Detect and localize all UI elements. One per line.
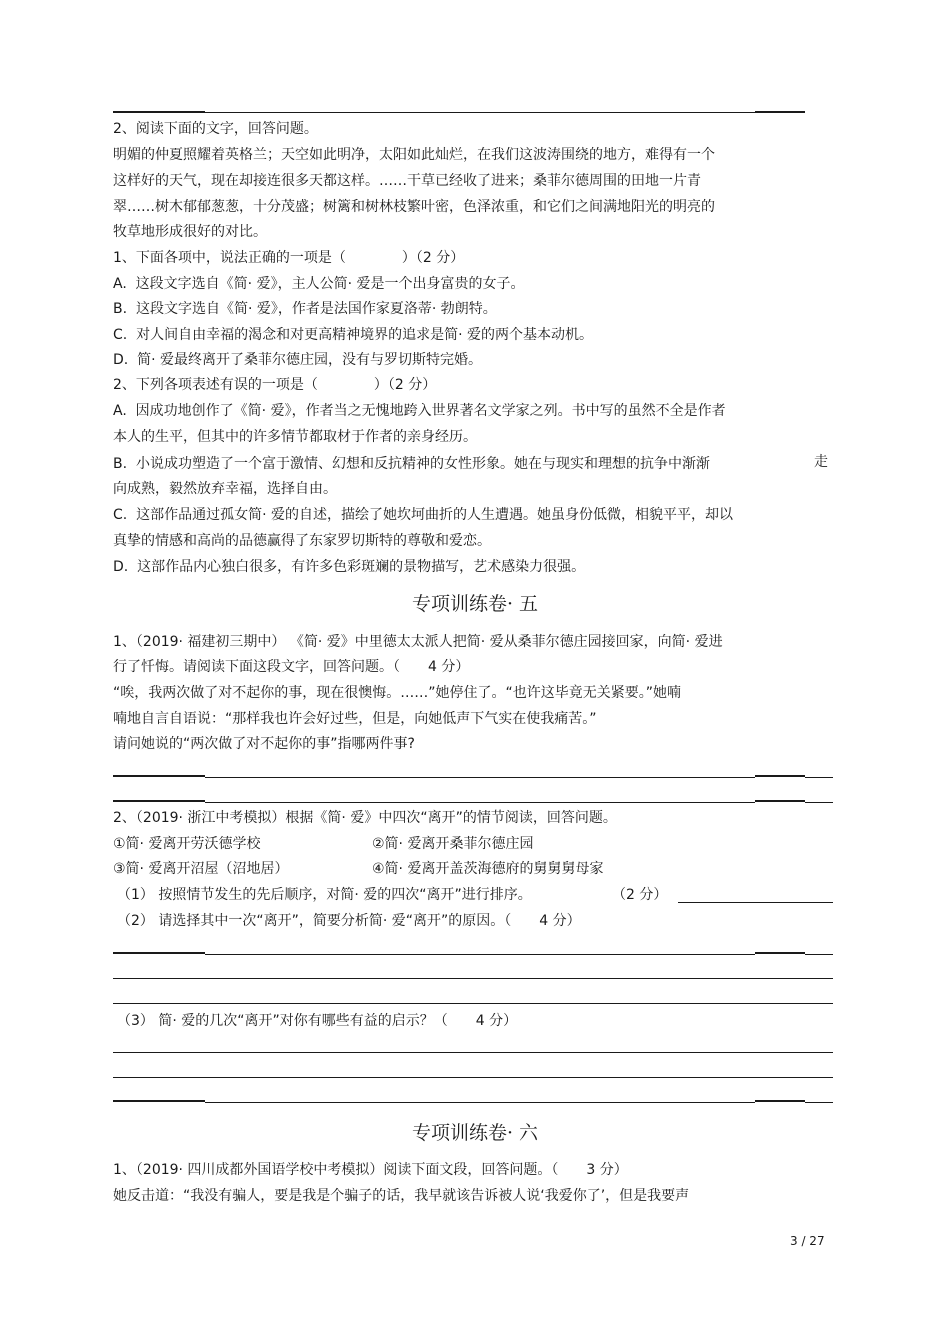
answer-line: [113, 1003, 833, 1004]
inline-answer-line: [678, 902, 833, 903]
sub-question-2: 2、下列各项表述有误的一项是（ ）（2 分）: [113, 377, 437, 393]
option-b-trailing: 走: [814, 454, 828, 470]
answer-line-tail: [805, 777, 833, 778]
answer-line-left: [113, 800, 205, 802]
question-intro: 2、阅读下面的文字，回答问题。: [113, 121, 318, 137]
option-a: A. 这段文字选自《简· 爱》，主人公简· 爱是一个出身富贵的女子。: [113, 276, 525, 292]
answer-line-right: [755, 952, 805, 954]
answer-line-left: [113, 775, 205, 777]
sub-question-2: （2） 请选择其中一次“离开”，简要分析简· 爱“离开”的原因。（ 4 分）: [117, 913, 581, 929]
sub-question-1: （1） 按照情节发生的先后顺序，对简· 爱的四次“离开”进行排序。: [117, 887, 532, 903]
top-rule-left: [113, 111, 205, 113]
sub-question-3: （3） 简· 爱的几次“离开”对你有哪些有益的启示？（ 4 分）: [117, 1013, 518, 1029]
answer-line-tail: [805, 1102, 833, 1103]
question-line: 1、（2019· 四川成都外国语学校中考模拟）阅读下面文段，回答问题。（ 3 分）: [113, 1162, 628, 1178]
answer-line: [113, 978, 833, 979]
passage-line: 这样好的天气，现在却接连很多天都这样。……干草已经收了进来；桑菲尔德周围的田地一片青: [113, 173, 701, 189]
option-c: C. 这部作品通过孤女简· 爱的自述，描绘了她坎坷曲折的人生遭遇。她虽身份低微，相貌平平，却以: [113, 507, 734, 523]
passage-line: 明媚的仲夏照耀着英格兰；天空如此明净，太阳如此灿烂，在我们这波涛围绕的地方，难得有一个: [113, 147, 715, 163]
list-item: ②简· 爱离开桑菲尔德庄园: [372, 836, 534, 852]
answer-line-tail: [805, 802, 833, 803]
option-d: D. 简· 爱最终离开了桑菲尔德庄园，没有与罗切斯特完婚。: [113, 352, 483, 368]
answer-line: [113, 1077, 833, 1078]
option-b: B. 小说成功塑造了一个富于激情、幻想和反抗精神的女性形象。她在与现实和理想的抗争中渐渐: [113, 456, 710, 472]
list-item: ④简· 爱离开盖茨海德府的舅舅舅母家: [372, 861, 604, 877]
option-a: A. 因成功地创作了《简· 爱》，作者当之无愧地跨入世界著名文学家之列。书中写的虽然不全是作者: [113, 403, 726, 419]
option-b: B. 这段文字选自《简· 爱》，作者是法国作家夏洛蒂· 勃朗特。: [113, 301, 497, 317]
option-d: D. 这部作品内心独白很多，有许多色彩斑斓的景物描写，艺术感染力很强。: [113, 559, 586, 575]
section-heading: 专项训练卷· 五: [411, 593, 539, 615]
list-item: ①简· 爱离开劳沃德学校: [113, 836, 261, 852]
question-intro: 2、（2019· 浙江中考模拟）根据《简· 爱》中四次“离开”的情节阅读，回答问题。: [113, 810, 617, 826]
answer-line-tail: [805, 954, 833, 955]
option-c: C. 对人间自由幸福的渴念和对更高精神境界的追求是简· 爱的两个基本动机。: [113, 327, 594, 343]
question-line: 1、（2019· 福建初三期中） 《简· 爱》中里德太太派人把简· 爱从桑菲尔德庄园接回家，向简· 爱进: [113, 634, 723, 650]
answer-line-left: [113, 1100, 205, 1102]
passage-line: 她反击道：“我没有骗人，要是我是个骗子的话，我早就该告诉被人说‘我爱你了’，但是我要声: [113, 1188, 690, 1204]
section-heading: 专项训练卷· 六: [411, 1122, 539, 1144]
answer-line: [205, 777, 755, 778]
answer-line-left: [113, 952, 205, 954]
answer-line-right: [755, 775, 805, 777]
option-a-cont: 本人的生平，但其中的许多情节都取材于作者的亲身经历。: [113, 429, 477, 445]
option-b-cont: 向成熟，毅然放弃幸福，选择自由。: [113, 481, 337, 497]
list-item: ③简· 爱离开沼屋（沼地居）: [113, 861, 289, 877]
answer-line: [205, 954, 755, 955]
answer-line-right: [755, 1100, 805, 1102]
answer-line: [205, 802, 755, 803]
quote-line: 喃地自言自语说：“那样我也许会好过些，但是，向她低声下气实在使我痛苦。”: [113, 711, 597, 727]
page-number: 3 / 27: [790, 1234, 825, 1248]
top-rule: [205, 112, 755, 113]
answer-line: [113, 1052, 833, 1053]
answer-line-right: [755, 800, 805, 802]
sub-question-1: 1、下面各项中，说法正确的一项是（ ）（2 分）: [113, 250, 465, 266]
passage-line: 牧草地形成很好的对比。: [113, 224, 267, 240]
question-prompt: 请问她说的“两次做了对不起你的事”指哪两件事?: [113, 736, 415, 752]
option-c-cont: 真挚的情感和高尚的品德赢得了东家罗切斯特的尊敬和爱恋。: [113, 533, 491, 549]
answer-line: [205, 1102, 755, 1103]
quote-line: “唉，我两次做了对不起你的事，现在很懊悔。……”她停住了。“也许这毕竟无关紧要。”她喃: [113, 685, 682, 701]
top-rule-right: [755, 111, 805, 113]
passage-line: 翠……树木郁郁葱葱，十分茂盛；树篱和树林枝繁叶密，色泽浓重，和它们之间满地阳光的明亮的: [113, 199, 715, 215]
question-line: 行了忏悔。请阅读下面这段文字，回答问题。（ 4 分）: [113, 659, 470, 675]
score: （2 分）: [612, 887, 668, 903]
